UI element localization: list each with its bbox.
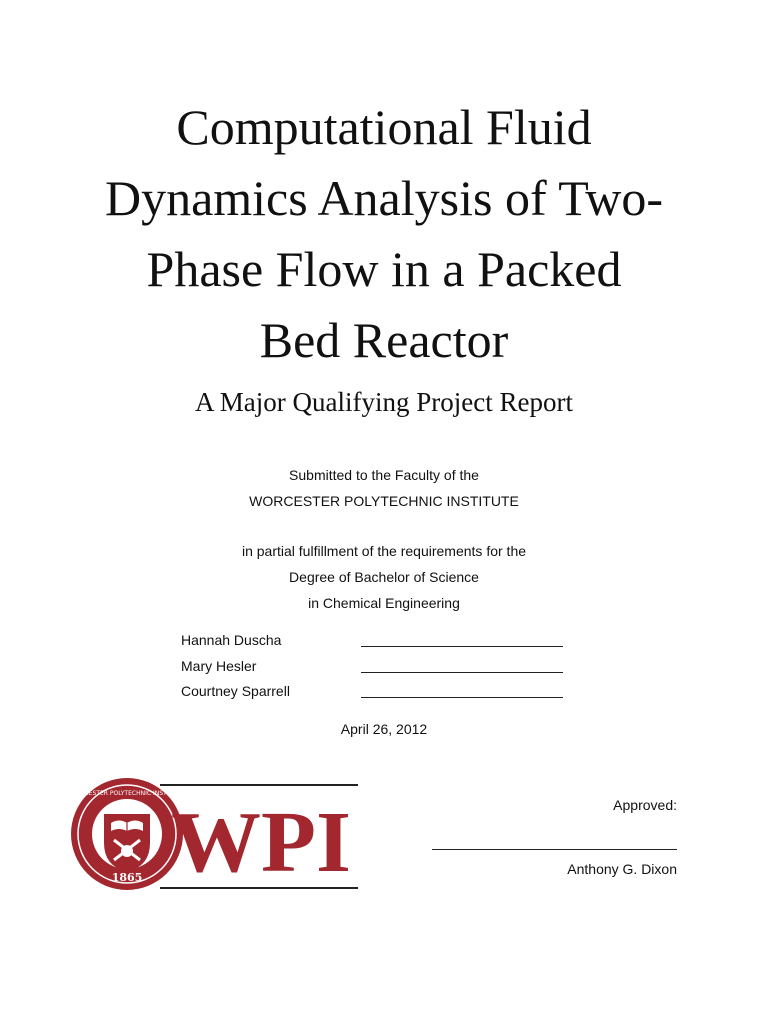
approval-signature-line [432,849,677,850]
report-title [0,92,768,376]
author-row [181,627,581,653]
institution-name: WORCESTER POLYTECHNIC INSTITUTE [249,493,519,509]
report-date: April 26, 2012 [340,721,428,737]
author-row [181,678,581,704]
submission-statement [0,462,768,514]
title-line-4: Bed Reactor [259,312,509,368]
approver-name: Anthony G. Dixon [567,861,677,877]
title-line-1: Computational Fluid [176,99,592,155]
submission-line-1: Submitted to the Faculty of the [289,467,479,483]
signature-line [361,697,563,698]
degree-line-1: in partial fulfillment of the requirements for the [241,543,527,559]
degree-statement [0,538,768,616]
title-line-2: Dynamics Analysis of Two- [104,170,664,226]
seal-icon [70,778,184,890]
author-name: Mary Hesler [181,657,257,674]
wpi-logo [68,776,363,894]
report-subtitle: A Major Qualifying Project Report [195,387,573,417]
approval-label: Approved: [613,797,677,813]
svg-text:WPI: WPI [171,793,351,890]
author-signature-list [181,627,581,704]
signature-line [361,646,563,647]
seal-year: 1865 [111,871,143,884]
author-name: Courtney Sparrell [181,683,290,699]
wpi-wordmark [160,785,358,890]
title-line-3: Phase Flow in a Packed [146,241,622,297]
degree-line-3: in Chemical Engineering [308,595,460,611]
author-name: Hannah Duscha [181,632,282,648]
seal-lettering: WORCESTER POLYTECHNIC INSTITUTE [70,790,184,797]
signature-line [361,672,563,673]
author-row [181,653,581,679]
degree-line-2: Degree of Bachelor of Science [289,569,479,585]
